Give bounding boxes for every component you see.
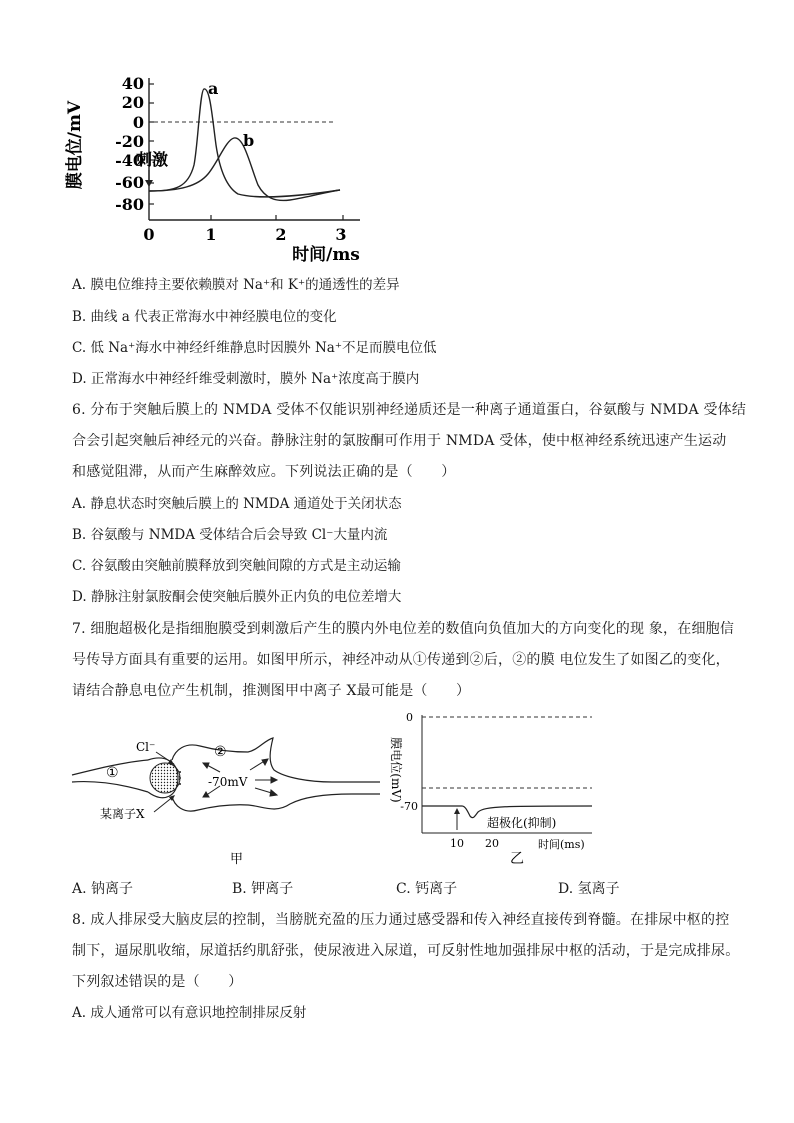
q6-stem-line3: 和感觉阻滞，从而产生麻醉效应。下列说法正确的是（ ） — [72, 464, 456, 480]
fig3-xtick-10: 10 — [450, 837, 464, 850]
fig1-xlabel: 时间/ms — [292, 245, 360, 265]
fig2-caption: 甲 — [230, 852, 244, 867]
q6-stem-line2: 合会引起突触后神经元的兴奋。静脉注射的氯胺酮可作用于 NMDA 受体，使中枢神经系统迅速产生运动 — [72, 433, 727, 449]
fig2-neuron2-label: ② — [214, 744, 227, 760]
figure-hyperpolarization — [360, 700, 600, 870]
q5-option-c[interactable]: C. 低 Na⁺海水中神经纤维静息时因膜外 Na⁺不足而膜电位低 — [72, 340, 437, 356]
q6-option-c[interactable]: C. 谷氨酸由突触前膜释放到突触间隙的方式是主动运输 — [72, 558, 401, 574]
q5-option-d[interactable]: D. 正常海水中神经纤维受刺激时，膜外 Na⁺浓度高于膜内 — [72, 371, 420, 387]
fig2-mv-label: -70mV — [208, 775, 248, 789]
fig1-xtick: 0 — [143, 225, 155, 244]
fig1-ytick: 40 — [121, 74, 144, 93]
fig3-caption: 乙 — [510, 851, 524, 867]
fig3-ylabel: 膜电位(mV) — [389, 737, 403, 803]
q8-option-a[interactable]: A. 成人通常可以有意识地控制排尿反射 — [72, 1005, 307, 1021]
q7-option-d[interactable]: D. 氢离子 — [558, 881, 620, 897]
q6-option-b[interactable]: B. 谷氨酸与 NMDA 受体结合后会导致 Cl⁻大量内流 — [72, 527, 388, 543]
fig1-stim-label: 刺激 — [136, 150, 169, 169]
q5-option-a[interactable]: A. 膜电位维持主要依赖膜对 Na⁺和 K⁺的通透性的差异 — [72, 277, 400, 293]
q7-option-c[interactable]: C. 钙离子 — [396, 881, 458, 897]
q6-stem-line1: 6. 分布于突触后膜上的 NMDA 受体不仅能识别神经递质还是一种离子通道蛋白，谷氨酸与 NMDA 受体结 — [72, 402, 747, 418]
fig1-ytick: -80 — [115, 195, 144, 214]
q5-option-b[interactable]: B. 曲线 a 代表正常海水中神经膜电位的变化 — [72, 309, 337, 325]
q7-stem-line1: 7. 细胞超极化是指细胞膜受到刺激后产生的膜内外电位差的数值向负值加大的方向变化的现 象，在细胞信 — [72, 621, 735, 637]
fig3-xlabel: 时间(ms) — [538, 838, 585, 851]
fig1-label-a: a — [208, 79, 219, 98]
q6-option-a[interactable]: A. 静息状态时突触后膜上的 NMDA 通道处于关闭状态 — [72, 496, 402, 512]
q7-stem-line3: 请结合静息电位产生机制，推测图甲中离子 X最可能是（ ） — [72, 683, 471, 699]
q8-stem-line1: 8. 成人排尿受大脑皮层的控制，当膀胱充盈的压力通过感受器和传入神经直接传到脊髓。在排尿中枢的控 — [72, 912, 730, 928]
fig3-xtick-20: 20 — [485, 837, 499, 850]
fig1-ytick: -60 — [115, 173, 144, 192]
fig1-xtick: 1 — [205, 225, 217, 244]
fig3-annotation: 超极化(抑制) — [487, 816, 557, 830]
fig1-ytick: -40 — [115, 151, 144, 170]
q8-stem-line2: 制下，逼尿肌收缩，尿道括约肌舒张，使尿液进入尿道，可反射性地加强排尿中枢的活动，于是完成排尿。 — [72, 943, 740, 959]
figure-synapse — [70, 730, 390, 870]
figure-membrane-potential — [60, 70, 380, 265]
q7-stem-line2: 号传导方面具有重要的运用。如图甲所示，神经冲动从①传递到②后，②的膜 电位发生了如图乙的变化， — [72, 652, 730, 668]
fig2-cl-label: Cl⁻ — [136, 740, 156, 754]
vesicles — [150, 763, 180, 793]
fig3-tick-0: 0 — [406, 711, 413, 724]
fig2-ionx-label: 某离子X — [100, 807, 145, 821]
fig1-ytick: -20 — [115, 132, 144, 151]
fig1-ylabel: 膜电位/mV — [65, 100, 85, 190]
fig1-xtick: 2 — [275, 225, 287, 244]
q7-option-a[interactable]: A. 钠离子 — [72, 881, 134, 897]
q8-stem-line3: 下列叙述错误的是（ ） — [72, 974, 243, 990]
postsynaptic-neuron — [172, 738, 380, 782]
q6-option-d[interactable]: D. 静脉注射氯胺酮会使突触后膜外正内负的电位差增大 — [72, 589, 402, 605]
fig2-neuron1-label: ① — [106, 765, 119, 781]
fig1-ytick: 0 — [132, 113, 144, 132]
fig1-ytick: 20 — [121, 93, 144, 112]
fig1-xtick: 3 — [335, 225, 347, 244]
fig3-tick-70: -70 — [400, 800, 418, 813]
q7-option-b[interactable]: B. 钾离子 — [232, 881, 294, 897]
fig1-label-b: b — [243, 131, 255, 150]
